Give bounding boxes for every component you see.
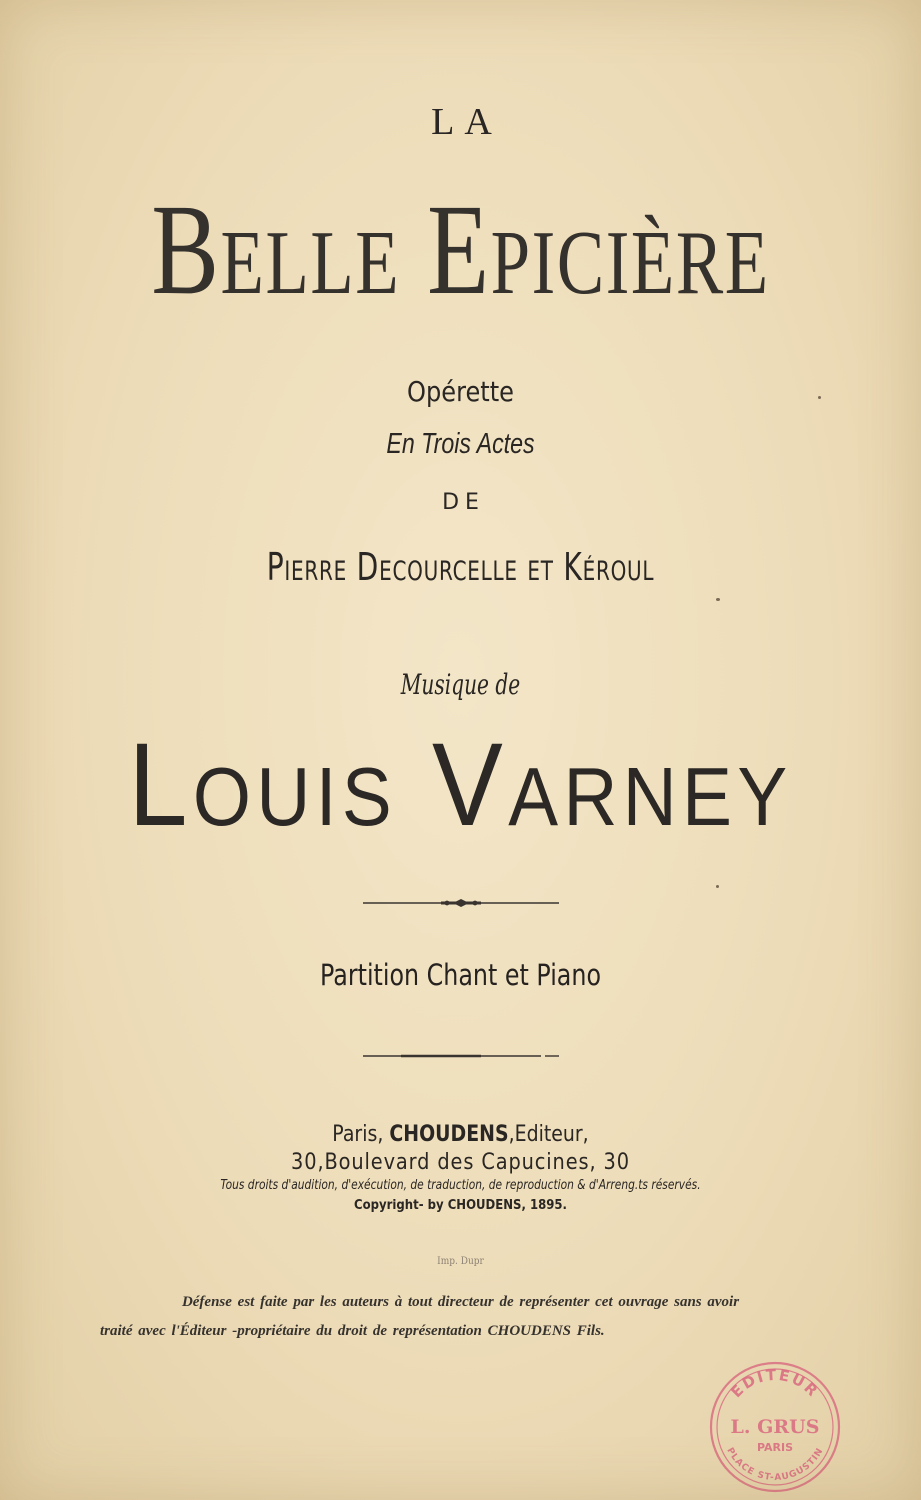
composer-name: Louis Varney [128,719,793,851]
publisher-city: Paris, [332,1122,384,1147]
librettists: Pierre Decourcelle et Kéroul [266,545,655,589]
genre-label: Opérette [407,375,514,408]
stamp-top-text: EDITEUR [727,1365,823,1402]
title-article: LA [431,101,502,143]
acts-label: En Trois Actes [386,428,535,460]
defense-notice-line-2: traité avec l'Éditeur -propriétaire du droit de représentation CHOUDENS Fils. [100,1323,605,1339]
printer-mark: Imp. Dupr [437,1256,484,1267]
de-label: DE [442,490,485,515]
ornament-divider-top [0,895,921,916]
paper-speck [716,598,720,601]
stamp-bottom-text: PLACE ST-AUGUSTIN [724,1446,826,1484]
publisher-line [64,1122,856,1147]
copyright-notice: Copyright- by CHOUDENS, 1895. [354,1198,567,1213]
paper-speck [716,885,719,888]
rights-notice: Tous droits d'audition, d'exécution, de traduction, de reproduction & d'Arreng.ts réservés. [220,1178,701,1193]
publisher-name: CHOUDENS [389,1122,509,1147]
stamp-city: PARIS [756,1441,794,1454]
paper-speck [818,396,821,399]
score-type: Partition Chant et Piano [319,958,602,992]
publisher-address: 30,Boulevard des Capucines, 30 [291,1150,630,1175]
publisher-role: ,Editeur, [508,1122,589,1147]
main-title: Belle Epicière [151,178,770,322]
music-by-label: Musique de [400,668,521,701]
svg-text:EDITEUR [727,1366,822,1401]
stamp-name: L. GRUS [730,1416,820,1438]
ornament-divider-bottom [0,1048,921,1069]
defense-notice-line-1: Défense est faite par les auteurs à tout directeur de représenter cet ouvrage sans avoir [181,1294,740,1310]
publisher-stamp-icon [706,1358,844,1496]
